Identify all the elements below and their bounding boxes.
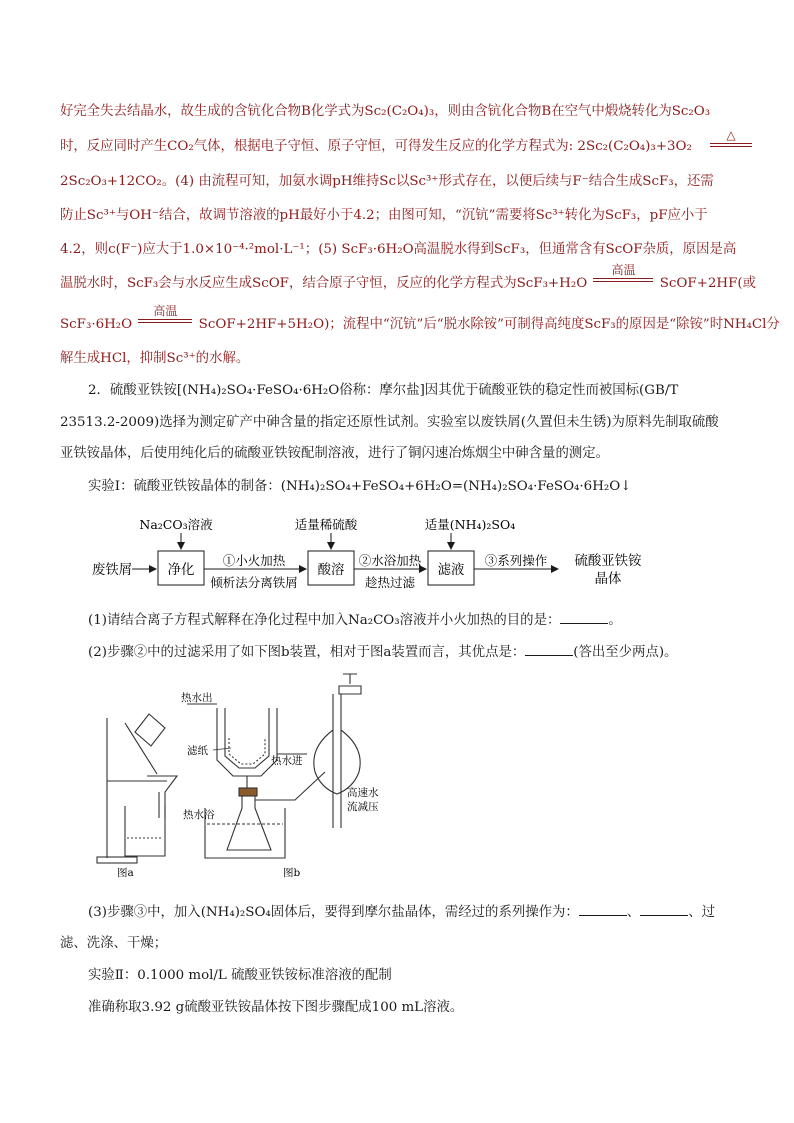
answer-line-8: 解生成HCl，抑制Sc³⁺的水解。 — [60, 351, 250, 366]
pouring-beaker — [135, 714, 165, 746]
suction-flask — [227, 796, 271, 850]
flow-start-scrap-iron: 废铁屑 — [92, 563, 133, 578]
answer-line-3: 2Sc₂O₃+12CO₂。(4) 由流程可知，加氨水调pH维持Sc以Sc³⁺形式存在，以便后续与F⁻结合生成ScF₃，还需 — [60, 174, 714, 189]
flow-step-2b: 趁热过滤 — [364, 575, 416, 590]
answer-blank-1[interactable] — [560, 611, 608, 624]
equation-left: 时，反应同时产生CO₂气体，根据电子守恒、原子守恒，可得发生反应的化学方程式为: 2Sc₂(C₂O₄)₃+3O₂ — [60, 139, 692, 154]
flow-end-product-2: 晶体 — [594, 572, 622, 587]
flow-step-3: ③系列操作 — [484, 553, 548, 568]
experiment-1-title: 实验Ⅰ：硫酸亚铁铵晶体的制备：(NH₄)₂SO₄+FeSO₄+6H₂O=(NH₄)₂SO₄·FeSO₄·6H₂O↓ — [88, 479, 632, 494]
question-2-line-1: 2．硫酸亚铁铵[(NH₄)₂SO₄·FeSO₄·6H₂O俗称：摩尔盐]因其优于硫酸亚铁的稳定性而被国标(GB/T — [88, 383, 679, 398]
inner-funnel — [225, 708, 269, 768]
label-hot-water-bath: 热水浴 — [183, 809, 215, 821]
equation-hydrate-right: ScOF+2HF+5H₂O)；流程中“沉钪”后“脱水除铵”可制得高纯度ScF₃的原因是“除铵”时NH₄Cl分 — [198, 317, 780, 332]
water-tap — [339, 674, 361, 694]
flow-step-1a: ①小火加热 — [222, 553, 286, 568]
funnel-a — [147, 776, 177, 818]
question-2-line-3: 亚铁铵晶体，后使用纯化后的硫酸亚铁铵配制溶液，进行了铜闪速冶炼烟尘中砷含量的测定。 — [60, 446, 610, 461]
question-2-line-2: 23513.2-2009)选择为测定矿产中砷含量的指定还原性试剂。实验室以废铁屑(久置但未生锈)为原料先制取硫酸 — [60, 415, 719, 430]
label-filter-paper: 滤纸 — [187, 745, 208, 757]
label-hot-water-in: 热水进 — [271, 755, 303, 767]
label-pump-2: 流减压 — [347, 801, 379, 813]
sub-question-3: (3)步骤③中，加入(NH₄)₂SO₄固体后，要得到摩尔盐晶体，需经过的系列操作为： 、 、过 — [88, 905, 715, 920]
sub-question-2: (2)步骤②中的过滤采用了如下图b装置，相对于图a装置而言，其优点是： (答出至少两点)。 — [88, 645, 678, 660]
equation-hydrate-left: ScF₃·6H₂O — [60, 317, 133, 332]
answer-line-1: 好完全失去结晶水，故生成的含钪化合物B化学式为Sc₂(C₂O₄)₃，则由含钪化合物B在空气中煅烧转化为Sc₂O₃ — [60, 104, 711, 119]
rubber-stopper — [239, 788, 257, 796]
flow-step-2a: ②水浴加热 — [358, 553, 422, 568]
label-hot-water-out: 热水出 — [181, 692, 213, 704]
answer-line-4: 防止Sc³⁺与OH⁻结合，故调节溶液的pH最好小于4.2；由图可知，“沉钪”需要将Sc³⁺转化为ScF₃，pF应小于 — [60, 208, 708, 223]
answer-line-5: 4.2，则c(F⁻)应大于1.0×10⁻⁴·²mol·L⁻¹；(5) ScF₃·6H₂O高温脱水得到ScF₃，但通常含有ScOF杂质，原因是高 — [60, 242, 737, 257]
heat-symbol: △ — [726, 128, 736, 142]
stand-base — [97, 857, 137, 863]
answer-blank-2[interactable] — [525, 643, 573, 656]
condition-arrow-high-temp-2: 高温 — [138, 305, 192, 323]
answer-blank-3b[interactable] — [640, 903, 688, 916]
equation-scf3-right: ScOF+2HF(或 — [659, 276, 756, 291]
condition-arrow-heat — [710, 129, 752, 147]
figure-a-caption: 图a — [117, 867, 134, 879]
flow-step-1b: 倾析法分离铁屑 — [210, 575, 298, 590]
aspirator-bulb — [314, 730, 360, 794]
process-flowchart — [88, 513, 728, 613]
label-pump-1: 高速水 — [347, 787, 379, 799]
sub-question-3-cont: 滤、洗涤、干燥； — [60, 936, 168, 951]
condition-arrow-high-temp: 高温 — [593, 264, 653, 282]
flow-box-acid-label: 酸溶 — [317, 563, 345, 578]
experiment-2-title: 实验Ⅱ：0.1000 mol/L 硫酸亚铁铵标准溶液的配制 — [88, 968, 392, 983]
figure-b-caption: 图b — [283, 867, 301, 879]
filtration-apparatus-figure — [95, 668, 425, 883]
hot-water-jacket — [217, 708, 277, 776]
flow-add-h2so4: 适量稀硫酸 — [294, 517, 358, 532]
flow-add-nh4so4: 适量(NH₄)₂SO₄ — [424, 517, 516, 532]
answer-line-6 — [60, 263, 756, 294]
sub-question-1: (1)请结合离子方程式解释在净化过程中加入Na₂CO₃溶液并小火加热的目的是： 。 — [88, 613, 622, 628]
equation-scf3-left: 温脱水时，ScF₃会与水反应生成ScOF，结合原子守恒，反应的化学方程式为ScF₃+H₂O — [60, 276, 588, 291]
answer-line-2 — [60, 128, 736, 157]
flow-add-na2co3: Na₂CO₃溶液 — [139, 517, 213, 532]
answer-line-7 — [60, 304, 780, 335]
experiment-2-description: 准确称取3.92 g硫酸亚铁铵晶体按下图步骤配成100 mL溶液。 — [88, 1000, 464, 1015]
answer-blank-3a[interactable] — [579, 903, 627, 916]
flow-end-product-1: 硫酸亚铁铵 — [574, 554, 642, 569]
flow-box-purify-label: 净化 — [167, 563, 195, 578]
flow-box-filtrate-label: 滤液 — [437, 563, 465, 578]
